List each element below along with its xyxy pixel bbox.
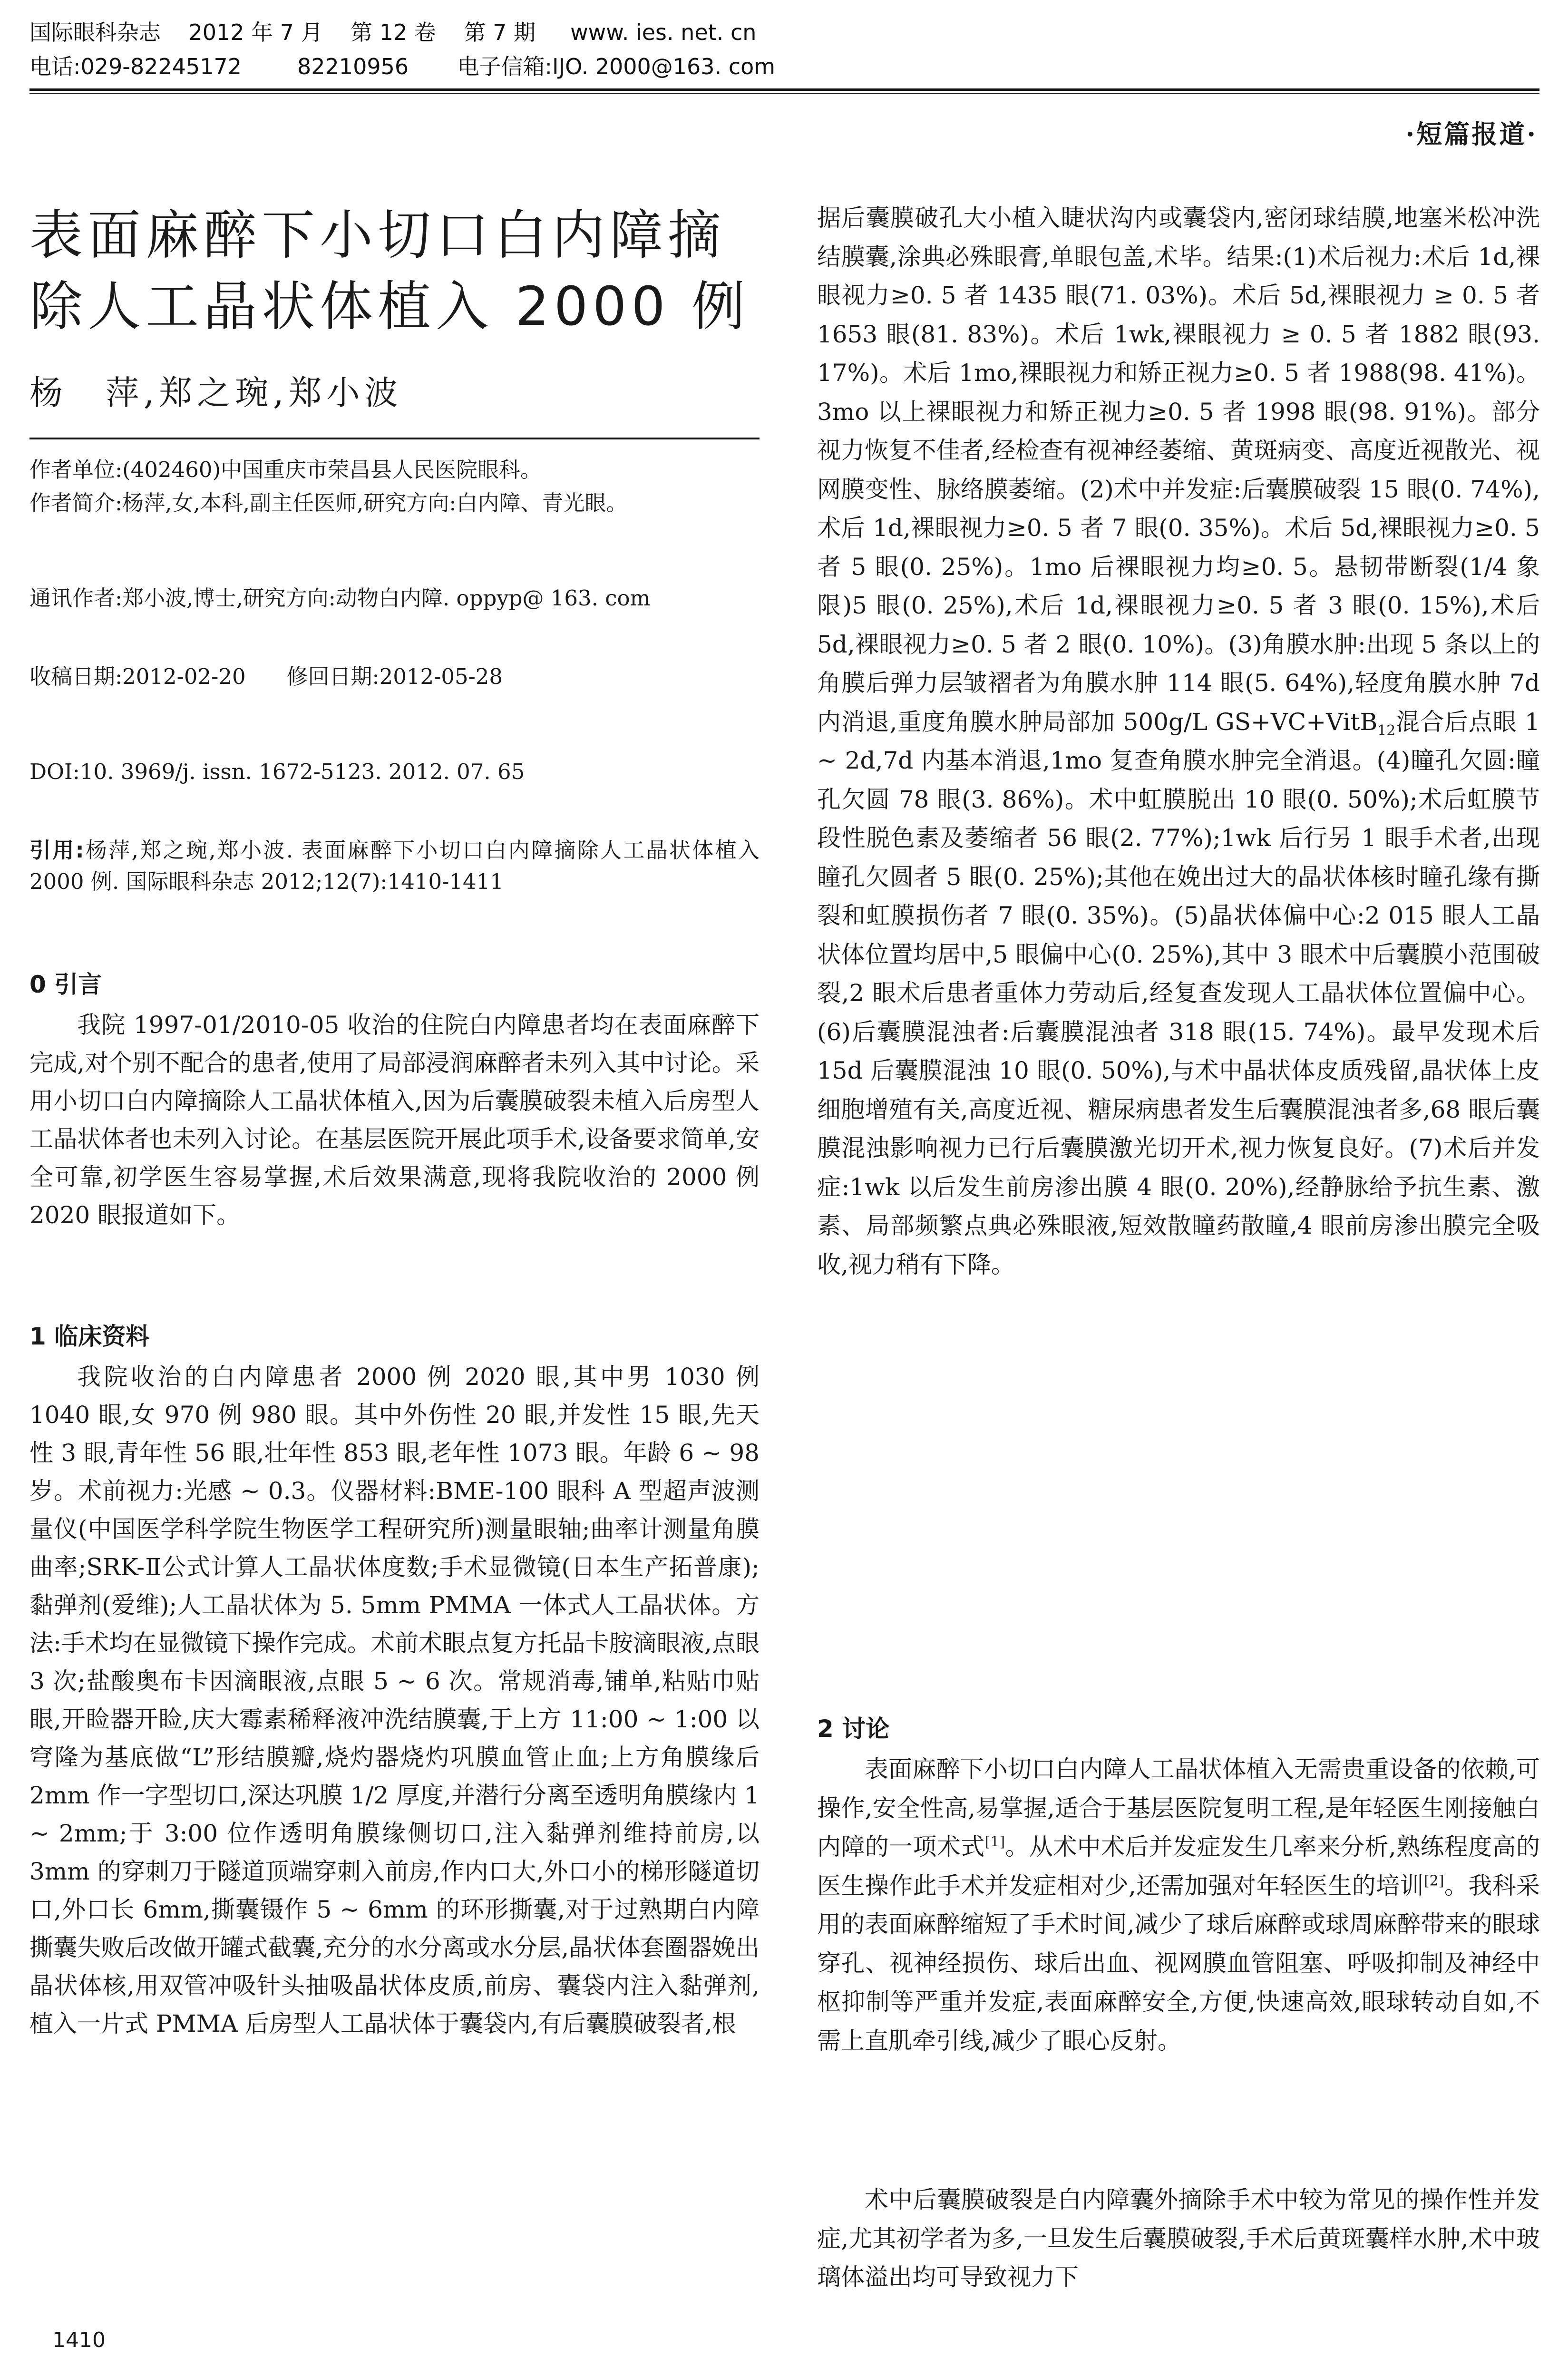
- citation-text: 杨萍,郑之琬,郑小波. 表面麻醉下小切口白内障摘除人工晶状体植入 2000 例. 国际眼科杂志 2012;12(7):1410-1411: [29, 838, 760, 894]
- paragraph-discussion-2: 术中后囊膜破裂是白内障囊外摘除手术中较为常见的操作性并发症,尤其初学者为多,一旦发生后囊膜破裂,手术后黄斑囊样水肿,术中玻璃体溢出均可导致视力下: [817, 2186, 1540, 2291]
- reference-2: [2]: [1423, 1872, 1444, 1889]
- received-revised-dates: 收稿日期:2012-02-20 修回日期:2012-05-28: [29, 664, 503, 689]
- article-title: 表面麻醉下小切口白内障摘除人工晶状体植入 2000 例: [29, 205, 750, 338]
- results-text-a: 据后囊膜破孔大小植入睫状沟内或囊袋内,密闭球结膜,地塞米松冲洗结膜囊,涂典必殊眼膏,单眼包盖,术毕。结果:(1)术后视力:术后 1d,裸眼视力≥0. 5 者 1435 眼(71. 03%)。术后 5d,裸眼视力 ≥ 0. 5 者 1653 眼(81. 83%)。术后 1wk,裸眼视力 ≥ 0. 5 者 1882 眼(93. 17%)。术后 1mo,裸眼视力和矫正视力≥0. 5 者 1988(98. 41%)。3mo 以上裸眼视力和矫正视力≥0. 5 者 1998 眼(98. 91%)。部分视力恢复不佳者,经检查有视神经萎缩、黄斑病变、高度近视散光、视网膜变性、脉络膜萎缩。(2)术中并发症:后囊膜破裂 15 眼(0. 74%),术后 1d,裸眼视力≥0. 5 者 7 眼(0. 35%)。术后 5d,裸眼视力≥0. 5 者 5 眼(0. 25%)。1mo 后裸眼视力均≥0. 5。悬韧带断裂(1/4 象限)5 眼(0. 25%),术后 1d,裸眼视力≥0. 5 者 3 眼(0. 15%),术后 5d,裸眼视力≥0. 5 者 2 眼(0. 10%)。(3)角膜水肿:出现 5 条以上的角膜后弹力层皱褶者为角膜水肿 114 眼(5. 64%),轻度角膜水肿 7d 内消退,重度角膜水肿局部加 500g/L GS+VC+VitB: [817, 204, 1540, 736]
- author-list: 杨 萍,郑之琬,郑小波: [29, 373, 403, 412]
- author-bio: 作者简介:杨萍,女,本科,副主任医师,研究方向:白内障、青光眼。: [29, 490, 628, 516]
- page-number: 1410: [52, 2328, 106, 2352]
- results-text-b: 混合后点眼 1 ~ 2d,7d 内基本消退,1mo 复查角膜水肿完全消退。(4)瞳孔欠圆:瞳孔欠圆 78 眼(3. 86%)。术中虹膜脱出 10 眼(0. 50%);术后虹膜节段性脱色素及萎缩者 56 眼(2. 77%);1wk 后行另 1 眼手术者,出现瞳孔欠圆者 5 眼(0. 25%);其他在娩出过大的晶状体核时瞳孔缘有撕裂和虹膜损伤者 7 眼(0. 35%)。(5)晶状体偏中心:2 015 眼人工晶状体位置均居中,5 眼偏中心(0. 25%),其中 3 眼术中后囊膜小范围破裂,2 眼术后患者重体力劳动后,经复查发现人工晶状体位置偏中心。(6)后囊膜混浊者:后囊膜混浊者 318 眼(15. 74%)。最早发现术后 15d 后囊膜混浊 10 眼(0. 50%),与术中晶状体皮质残留,晶状体上皮细胞增殖有关,高度近视、糖尿病患者发生后囊膜混浊者多,68 眼后囊膜混浊影响视力已行后囊膜激光切开术,视力恢复良好。(7)术后并发症:1wk 以后发生前房渗出膜 4 眼(0. 20%),经静脉给予抗生素、激素、局部频繁点典必殊眼液,短效散瞳药散瞳,4 眼前房渗出膜完全吸收,视力稍有下降。: [817, 708, 1540, 1278]
- journal-header-line2: 电话:029-82245172 82210956 电子信箱:IJO. 2000@163. com: [29, 54, 776, 79]
- citation-label: 引用:: [29, 838, 84, 863]
- journal-header-line1: 国际眼科杂志 2012 年 7 月 第 12 卷 第 7 期 www. ies. net. cn: [29, 19, 757, 45]
- header-rule: [29, 88, 1539, 91]
- heading-introduction: 0 引言: [29, 971, 102, 998]
- author-affiliation: 作者单位:(402460)中国重庆市荣昌县人民医院眼科。: [29, 457, 542, 482]
- discussion-text-c: 。我科采用的表面麻醉缩短了手术时间,减少了球后麻醉或球周麻醉带来的眼球穿孔、视神经损伤、球后出血、视网膜血管阻塞、呼吸抑制及神经中枢抑制等严重并发症,表面麻醉安全,方便,快速高效,眼球转动自如,不需上直肌牵引线,减少了眼心反射。: [817, 1871, 1540, 2055]
- paragraph-clinical-data: 我院收治的白内障患者 2000 例 2020 眼,其中男 1030 例 1040 眼,女 970 例 980 眼。其中外伤性 20 眼,并发性 15 眼,先天性 3 眼,青年性 56 眼,壮年性 853 眼,老年性 1073 眼。年龄 6 ~ 98 岁。术前视力:光感 ~ 0.3。仪器材料:BME-100 眼科 A 型超声波测量仪(中国医学科学院生物医学工程研究所)测量眼轴;曲率计测量角膜曲率;SRK-Ⅱ公式计算人工晶状体度数;手术显微镜(日本生产拓普康);黏弹剂(爱维);人工晶状体为 5. 5mm PMMA 一体式人工晶状体。方法:手术均在显微镜下操作完成。术前术眼点复方托品卡胺滴眼液,点眼 3 次;盐酸奥布卡因滴眼液,点眼 5 ~ 6 次。常规消毒,铺单,粘贴巾贴眼,开睑器开睑,庆大霉素稀释液冲洗结膜囊,于上方 11:00 ~ 1:00 以穹隆为基底做“L”形结膜瓣,烧灼器烧灼巩膜血管止血;上方角膜缘后 2mm 作一字型切口,深达巩膜 1/2 厚度,并潜行分离至透明角膜缘内 1 ~ 2mm;于 3:00 位作透明角膜缘侧切口,注入黏弹剂维持前房,以 3mm 的穿刺刀于隧道顶端穿刺入前房,作内口大,外口小的梯形隧道切口,外口长 6mm,撕囊镊作 5 ~ 6mm 的环形撕囊,对于过熟期白内障撕囊失败后改做开罐式截囊,充分的水分离或水分层,晶状体套圈器娩出晶状体核,用双管冲吸针头抽吸晶状体皮质,前房、囊袋内注入黏弹剂,植入一片式 PMMA 后房型人工晶状体于囊袋内,有后囊膜破裂者,根: [29, 1363, 760, 2037]
- heading-discussion: 2 讨论: [817, 1715, 890, 1743]
- section-label: ·短篇报道·: [1405, 119, 1538, 149]
- paragraph-discussion-1: [817, 1750, 1540, 2060]
- paragraph-results: [817, 199, 1540, 1284]
- heading-clinical-data: 1 临床资料: [29, 1323, 150, 1350]
- author-rule: [29, 438, 760, 439]
- header-rule-thin: [29, 93, 1539, 94]
- discussion-text-b: 。从术中术后并发症发生几率来分析,熟练程度高的医生操作此手术并发症相对少,还需加强对年轻医生的培训: [817, 1833, 1540, 1900]
- reference-1: [1]: [984, 1833, 1005, 1851]
- paragraph-introduction: 我院 1997-01/2010-05 收治的住院白内障患者均在表面麻醉下完成,对个别不配合的患者,使用了局部浸润麻醉者未列入其中讨论。采用小切口白内障摘除人工晶状体植入,因为后囊膜破裂未植入后房型人工晶状体者也未列入讨论。在基层医院开展此项手术,设备要求简单,安全可靠,初学医生容易掌握,术后效果满意,现将我院收治的 2000 例 2020 眼报道如下。: [29, 1011, 760, 1229]
- corresponding-author: 通讯作者:郑小波,博士,研究方向:动物白内障. oppyp@ 163. com: [29, 585, 651, 611]
- citation: [29, 835, 760, 897]
- doi: DOI:10. 3969/j. issn. 1672-5123. 2012. 07. 65: [29, 759, 525, 784]
- vitb-subscript: 12: [1377, 722, 1396, 739]
- discussion-text-a: 表面麻醉下小切口白内障人工晶状体植入无需贵重设备的依赖,可操作,安全性高,易掌握,适合于基层医院复明工程,是年轻医生刚接触白内障的一项术式: [817, 1755, 1540, 1861]
